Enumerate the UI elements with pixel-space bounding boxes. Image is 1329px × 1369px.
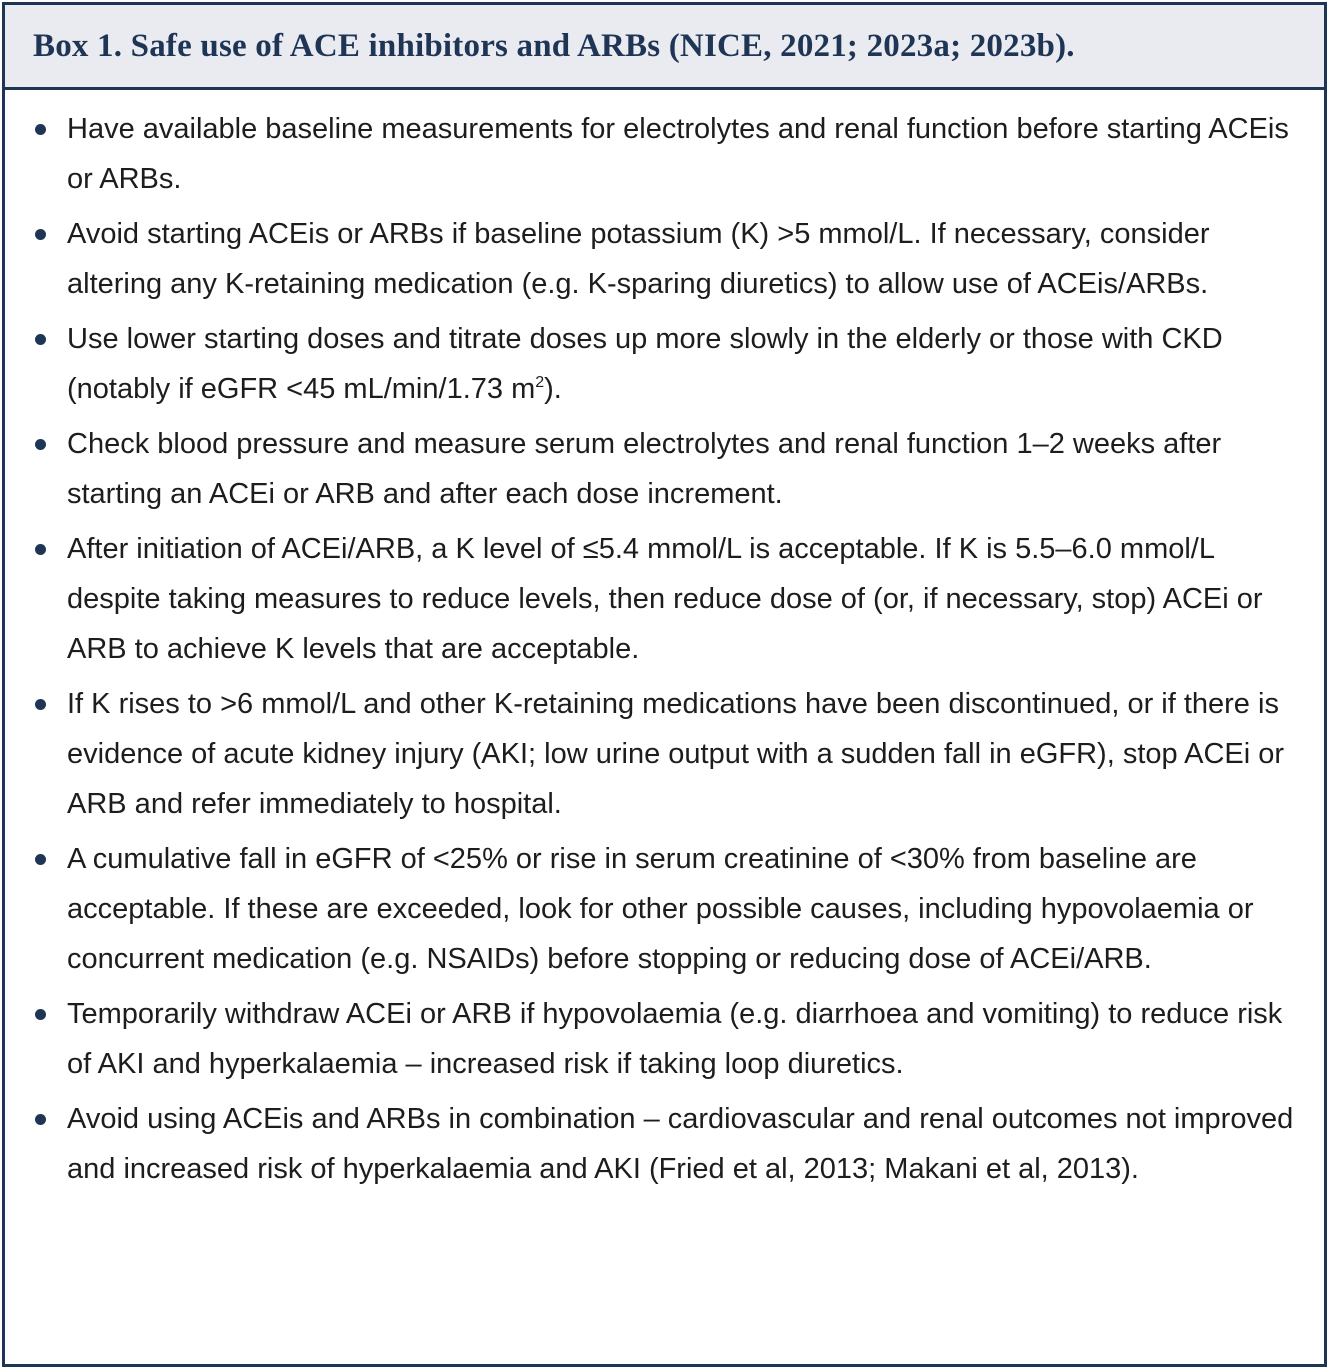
bullet-text-end: ). bbox=[544, 373, 562, 405]
bullet-text: Use lower starting doses and titrate doses up more slowly in the elderly or those with CKD (notably if eGFR <45 mL/min/1.73 m bbox=[67, 323, 1223, 405]
bullet-text: Avoid starting ACEis or ARBs if baseline potassium (K) >5 mmol/L. If necessary, consider altering any K-retaining medication (e.g. K-sparing diuretics) to allow use of ACEis/ARBs. bbox=[67, 218, 1210, 300]
bullet-item bbox=[32, 834, 1306, 984]
bullet-icon bbox=[35, 1009, 46, 1020]
bullet-icon bbox=[35, 124, 46, 135]
bullet-item bbox=[32, 524, 1306, 674]
bullet-text: If K rises to >6 mmol/L and other K-retaining medications have been discontinued, or if there is evidence of acute kidney injury (AKI; low urine output with a sudden fall in eGFR), stop ACEi or ARB and refer immediately to hospital. bbox=[67, 688, 1285, 820]
bullet-icon bbox=[35, 1114, 46, 1125]
bullet-item bbox=[32, 1094, 1306, 1194]
bullet-text: Check blood pressure and measure serum electrolytes and renal function 1–2 weeks after starting an ACEi or ARB and after each dose increment. bbox=[67, 428, 1222, 510]
superscript: 2 bbox=[535, 374, 545, 391]
bullet-text: Have available baseline measurements for electrolytes and renal function before starting ACEis or ARBs. bbox=[67, 113, 1289, 195]
bullet-icon bbox=[35, 439, 46, 450]
box-body bbox=[5, 90, 1324, 1194]
bullet-text: After initiation of ACEi/ARB, a K level of ≤5.4 mmol/L is acceptable. If K is 5.5–6.0 mmol/L despite taking measures to reduce levels, then reduce dose of (or, if necessary, stop) ACEi or ARB to achieve K levels that are acceptable. bbox=[67, 533, 1263, 665]
bullet-text: Temporarily withdraw ACEi or ARB if hypovolaemia (e.g. diarrhoea and vomiting) to reduce risk of AKI and hyperkalaemia – increased risk if taking loop diuretics. bbox=[67, 998, 1283, 1080]
bullet-item bbox=[32, 989, 1306, 1089]
bullet-icon bbox=[35, 854, 46, 865]
bullet-text: A cumulative fall in eGFR of <25% or rise in serum creatinine of <30% from baseline are acceptable. If these are exceeded, look for other possible causes, including hypovolaemia or concurrent medication (e.g. NSAIDs) before stopping or reducing dose of ACEi/ARB. bbox=[67, 843, 1254, 975]
bullet-item bbox=[32, 104, 1306, 204]
bullet-item bbox=[32, 679, 1306, 829]
bullet-icon bbox=[35, 699, 46, 710]
box-header bbox=[5, 5, 1324, 90]
bullet-text: Avoid using ACEis and ARBs in combination – cardiovascular and renal outcomes not improved and increased risk of hyperkalaemia and AKI (Fried et al, 2013; Makani et al, 2013). bbox=[67, 1103, 1294, 1185]
bullet-item bbox=[32, 209, 1306, 309]
bullet-icon bbox=[35, 544, 46, 555]
bullet-icon bbox=[35, 334, 46, 345]
bullet-list bbox=[32, 104, 1306, 1194]
bullet-item bbox=[32, 419, 1306, 519]
bullet-item bbox=[32, 314, 1306, 414]
bullet-icon bbox=[35, 229, 46, 240]
box-title: Box 1. Safe use of ACE inhibitors and ARBs (NICE, 2021; 2023a; 2023b). bbox=[33, 27, 1075, 64]
info-box bbox=[2, 2, 1327, 1367]
